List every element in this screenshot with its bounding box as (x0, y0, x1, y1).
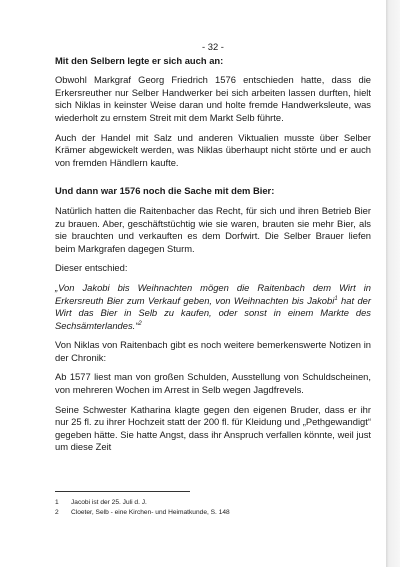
footnote-item (55, 498, 371, 508)
paragraph-schulden: Ab 1577 liest man von großen Schulden, Ausstellung von Schuldscheinen, von mehreren Wochen im Arrest in Selb wegen Jagdfrevels. (55, 371, 371, 396)
footnote-text: Jacobi ist der 25. Juli d. J. (71, 499, 147, 506)
decree-quote (55, 282, 371, 332)
paragraph-markgraf: Obwohl Markgraf Georg Friedrich 1576 entschieden hatte, dass die Erkersreuther nur Selber Handwerker bei sich arbeiten lassen durften, hielt sich Niklas in keinster Weise daran und holte fremde Handwerksleute, was wiederholt zu ernstem Streit mit dem Markt Selb führte. (55, 74, 371, 123)
footnote-item (55, 508, 371, 518)
page-body (55, 41, 371, 461)
footnotes (55, 491, 371, 517)
footnote-ref-1: 1 (334, 295, 338, 302)
section-heading-bier: Und dann war 1576 noch die Sache mit dem Bier: (55, 185, 275, 197)
quote-text-part1: „Von Jakobi bis Weihnachten mögen die Raitenbach dem Wirt in Erkersreuth Bier zum Verkauf geben, von Weihnachten bis Jakobi (55, 281, 371, 306)
footnote-divider (55, 491, 190, 492)
paragraph-entschied: Dieser entschied: (55, 262, 128, 274)
footnote-text: Cloeter, Selb - eine Kirchen- und Heimatkunde, S. 148 (71, 508, 230, 516)
footnote-ref-2: 2 (138, 320, 142, 327)
quote-text-part2: hat der Wirt das Bier in Selb zu kaufen, oder sonst in einem Markte des Sechsämterlandes.“ (55, 294, 372, 331)
footnote-number: 2 (55, 508, 59, 516)
paragraph-handel: Auch der Handel mit Salz und anderen Viktualien musste über Selber Krämer abgewickelt werden, was Niklas überhaupt nicht störte und er auch von fremden Händlern kaufte. (55, 131, 371, 168)
page-edge-shadow (386, 0, 400, 567)
page-number: - 32 - (202, 41, 224, 52)
paragraph-brauen: Natürlich hatten die Raitenbacher das Recht, für sich und ihren Betrieb Bier zu brauen. Aber, geschäftstüchtig wie sie waren, brauten sie mehr Bier, als sie brauchten und verkauften es dem Dorfwirt. Die Selber Brauer liefen beim Markgrafen dagegen Sturm. (55, 204, 371, 254)
footnote-number: 1 (55, 499, 59, 506)
paragraph-katharina: Seine Schwester Katharina klagte gegen den eigenen Bruder, dass er ihr nur 25 fl. zu ihrer Hochzeit statt der 200 fl. für Kleidung und „Pethgewandigt“ gegeben hätte. Sie hatte Angst, dass ihr Anspruch verfallen könnte, weil just um diese Zeit (55, 403, 371, 453)
paragraph-notizen: Von Niklas von Raitenbach gibt es noch weitere bemerkenswerte Notizen in der Chronik: (55, 339, 371, 363)
section-heading-selber: Mit den Selbern legte er sich auch an: (55, 54, 224, 66)
